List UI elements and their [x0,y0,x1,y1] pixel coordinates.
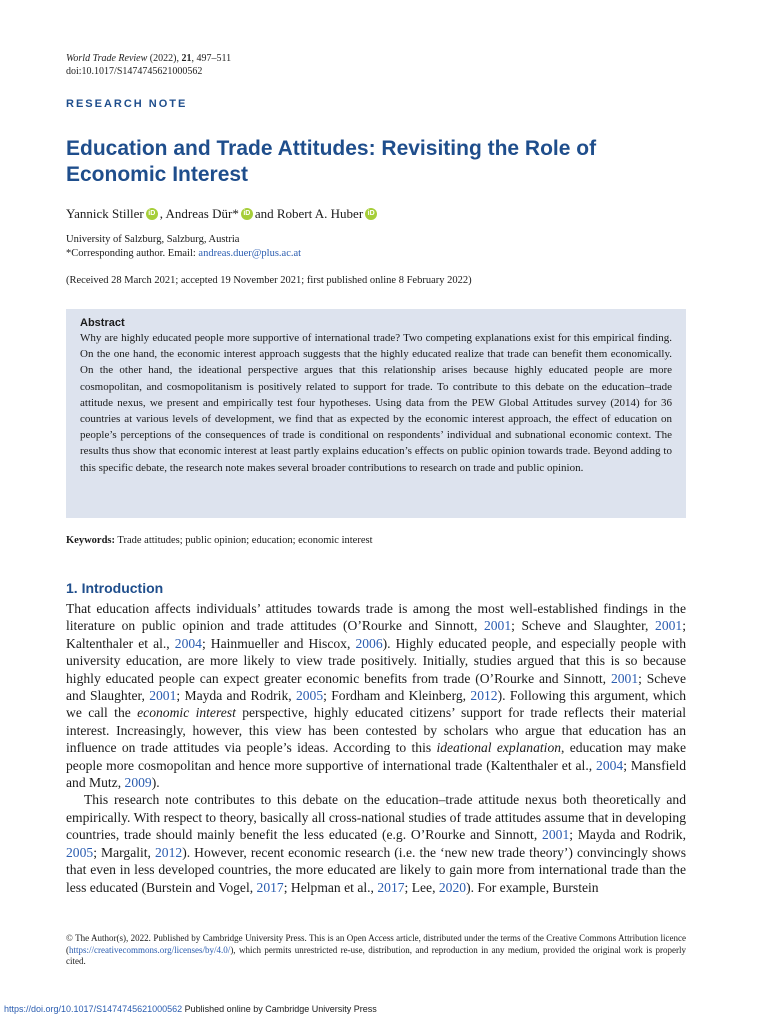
journal-name: World Trade Review [66,53,148,64]
paragraph-text: ; Hainmueller and Hiscox, [201,635,356,651]
citation-link[interactable]: 2001 [149,688,177,704]
author-name: , Andreas Dür* [159,206,239,221]
citation-link[interactable]: 2020 [438,879,467,895]
doi-link[interactable]: https://doi.org/10.1017/S1474745621000562 [4,1004,183,1014]
paragraph-text: ; Scheve and Slaughter, [511,618,656,634]
citation-link[interactable]: 2009 [124,775,152,791]
paragraph-text: ). Highly educated people, and especially people with university education, are more likely to view trade positively. Initially, studies argued that this is so because highly educated people can expect greater economic benefits from trade (O’Rourke and Sinnott, [66,635,686,686]
license-text: © The Author(s), 2022. Published by Cambridge University Press. This is an Open Access article, distributed under the terms of the Creative Commons Attribution licence ( [66,933,686,955]
paragraph [66,791,686,895]
orcid-icon[interactable]: iD [365,208,377,220]
received-dates: (Received 28 March 2021; accepted 19 November 2021; first published online 8 February 2022) [66,275,472,286]
page-footer [4,1004,377,1014]
affiliation-line: University of Salzburg, Salzburg, Austria [66,234,240,245]
citation-link[interactable]: 2001 [483,618,512,634]
license-link[interactable]: https://creativecommons.org/licenses/by/4.0/ [69,944,231,955]
citation-link[interactable]: 2017 [256,879,284,895]
citation-link[interactable]: 2004 [596,757,624,773]
citation-link[interactable]: 2012 [470,688,498,704]
citation-link[interactable]: 2005 [295,688,324,704]
license-footnote [66,933,686,968]
emphasis-text: ideational explanation [436,740,562,756]
journal-year: (2022), [149,53,182,64]
corresponding-label: *Corresponding author. Email: [66,248,199,259]
journal-header [66,52,231,78]
citation-link[interactable]: 2001 [542,827,570,843]
citation-link[interactable]: 2006 [355,635,383,651]
keywords [66,535,373,546]
corresponding-author [66,247,301,261]
citation-link[interactable]: 2005 [66,844,94,860]
paragraph-text: That education affects individuals’ attitudes towards trade is among the most well-established findings in the literature on public opinion and trade attitudes (O’Rourke and Sinnott, [66,601,686,634]
citation-link[interactable]: 2001 [655,618,683,634]
paragraph-text: ; Kaltenthaler et al., [66,618,686,651]
article-title: Education and Trade Attitudes: Revisiting the Role of Economic Interest [66,137,597,186]
journal-citation [66,52,231,65]
abstract-heading: Abstract [80,317,125,329]
abstract-box [66,309,686,518]
paragraph-text: , education may make people more cosmopolitan and hence more supportive of international trade (Kaltenthaler et al., [66,740,687,773]
affiliation [66,233,301,261]
paragraph-text: ). For example, Burstein [466,879,599,895]
paragraph-text: ; Fordham and Kleinberg, [323,688,471,704]
paragraph-text: ; Scheve and Slaughter, [66,670,686,704]
paragraph-text: ; Lee, [404,879,439,895]
section-heading-introduction: 1. Introduction [66,580,164,596]
paragraph-text: ; Mayda and Rodrik, [569,827,686,843]
paragraph [66,600,686,791]
paragraph-text: ; Helpman et al., [283,879,378,895]
emphasis-text: economic interest [137,705,236,721]
article-type-label: RESEARCH NOTE [66,98,188,110]
paragraph-text: ; Margalit, [93,844,155,860]
journal-doi: doi:10.1017/S1474745621000562 [66,66,203,77]
orcid-icon[interactable]: iD [146,208,158,220]
body-text [66,600,686,896]
citation-link[interactable]: 2004 [174,635,202,651]
paragraph-text: ). [151,775,160,791]
journal-volume: 21 [181,53,192,64]
paragraph-text: ). However, recent economic research (i.e. the ‘new new trade theory’) convincingly shows that even in less developed countries, the more educated are likely to gain more from international trade than the less educated (Burstein and Vogel, [66,844,686,895]
author-name: and Robert A. Huber [254,206,364,221]
paragraph-text: perspective, highly educated citizens’ support for trade reflects their material interest. Increasingly, however, this view has been contested by scholars who argue that education has an influence on trade attitudes via people’s ideas. According to this [66,705,686,756]
orcid-icon[interactable]: iD [241,208,253,220]
paragraph-text: ; Mayda and Rodrik, [176,688,296,704]
email-link[interactable]: andreas.duer@plus.ac.at [198,248,302,259]
citation-link[interactable]: 2001 [610,670,639,686]
license-text: ), which permits unrestricted re-use, distribution, and reproduction in any medium, provided the original work is properly cited. [66,944,686,966]
author-list [66,206,379,222]
author-name: Yannick Stiller [66,206,144,221]
published-note: Published online by Cambridge University Press [182,1004,377,1014]
keywords-label: Keywords: [66,535,115,546]
paragraph-text: ). Following this argument, which we call the [66,688,686,721]
paragraph-text: This research note contributes to this debate on the education–trade attitude nexus both theoretically and empirically. With respect to theory, basically all cross-national studies of trade attitudes assume that in developing countries, trade should mainly benefit the less educated (e.g. O’Rourke and Sinnott, [66,792,686,843]
keywords-text: Trade attitudes; public opinion; education; economic interest [115,535,373,546]
citation-link[interactable]: 2012 [155,844,183,860]
paragraph-text: ; Mansfield and Mutz, [66,757,687,791]
abstract-text: Why are highly educated people more supportive of international trade? Two competing explanations exist for this empirical finding. On the one hand, the economic interest approach suggests that the highly educated realize that trade can benefit them economically. On the other hand, the ideational perspective argues that this relationship arises because highly educated people are more cosmopolitan, and cosmopolitanism is positively related to support for trade. To contribute to this debate on the education–trade attitude nexus, we present and empirically test four hypotheses. Using data from the PEW Global Attitudes survey (2014) for 36 countries at various levels of development, we find that as expected by the economic interest approach, the effect of education on people’s perceptions of the consequences of trade is conditional on respondents’ individual and subnational economic context. The results thus show that economic interest at least partly explains education’s effects on public opinion towards trade. Beyond adding to this specific debate, the research note makes several broader contributions to research on trade and public opinion. [80,332,672,474]
journal-pages: , 497–511 [191,53,232,64]
citation-link[interactable]: 2017 [377,879,405,895]
